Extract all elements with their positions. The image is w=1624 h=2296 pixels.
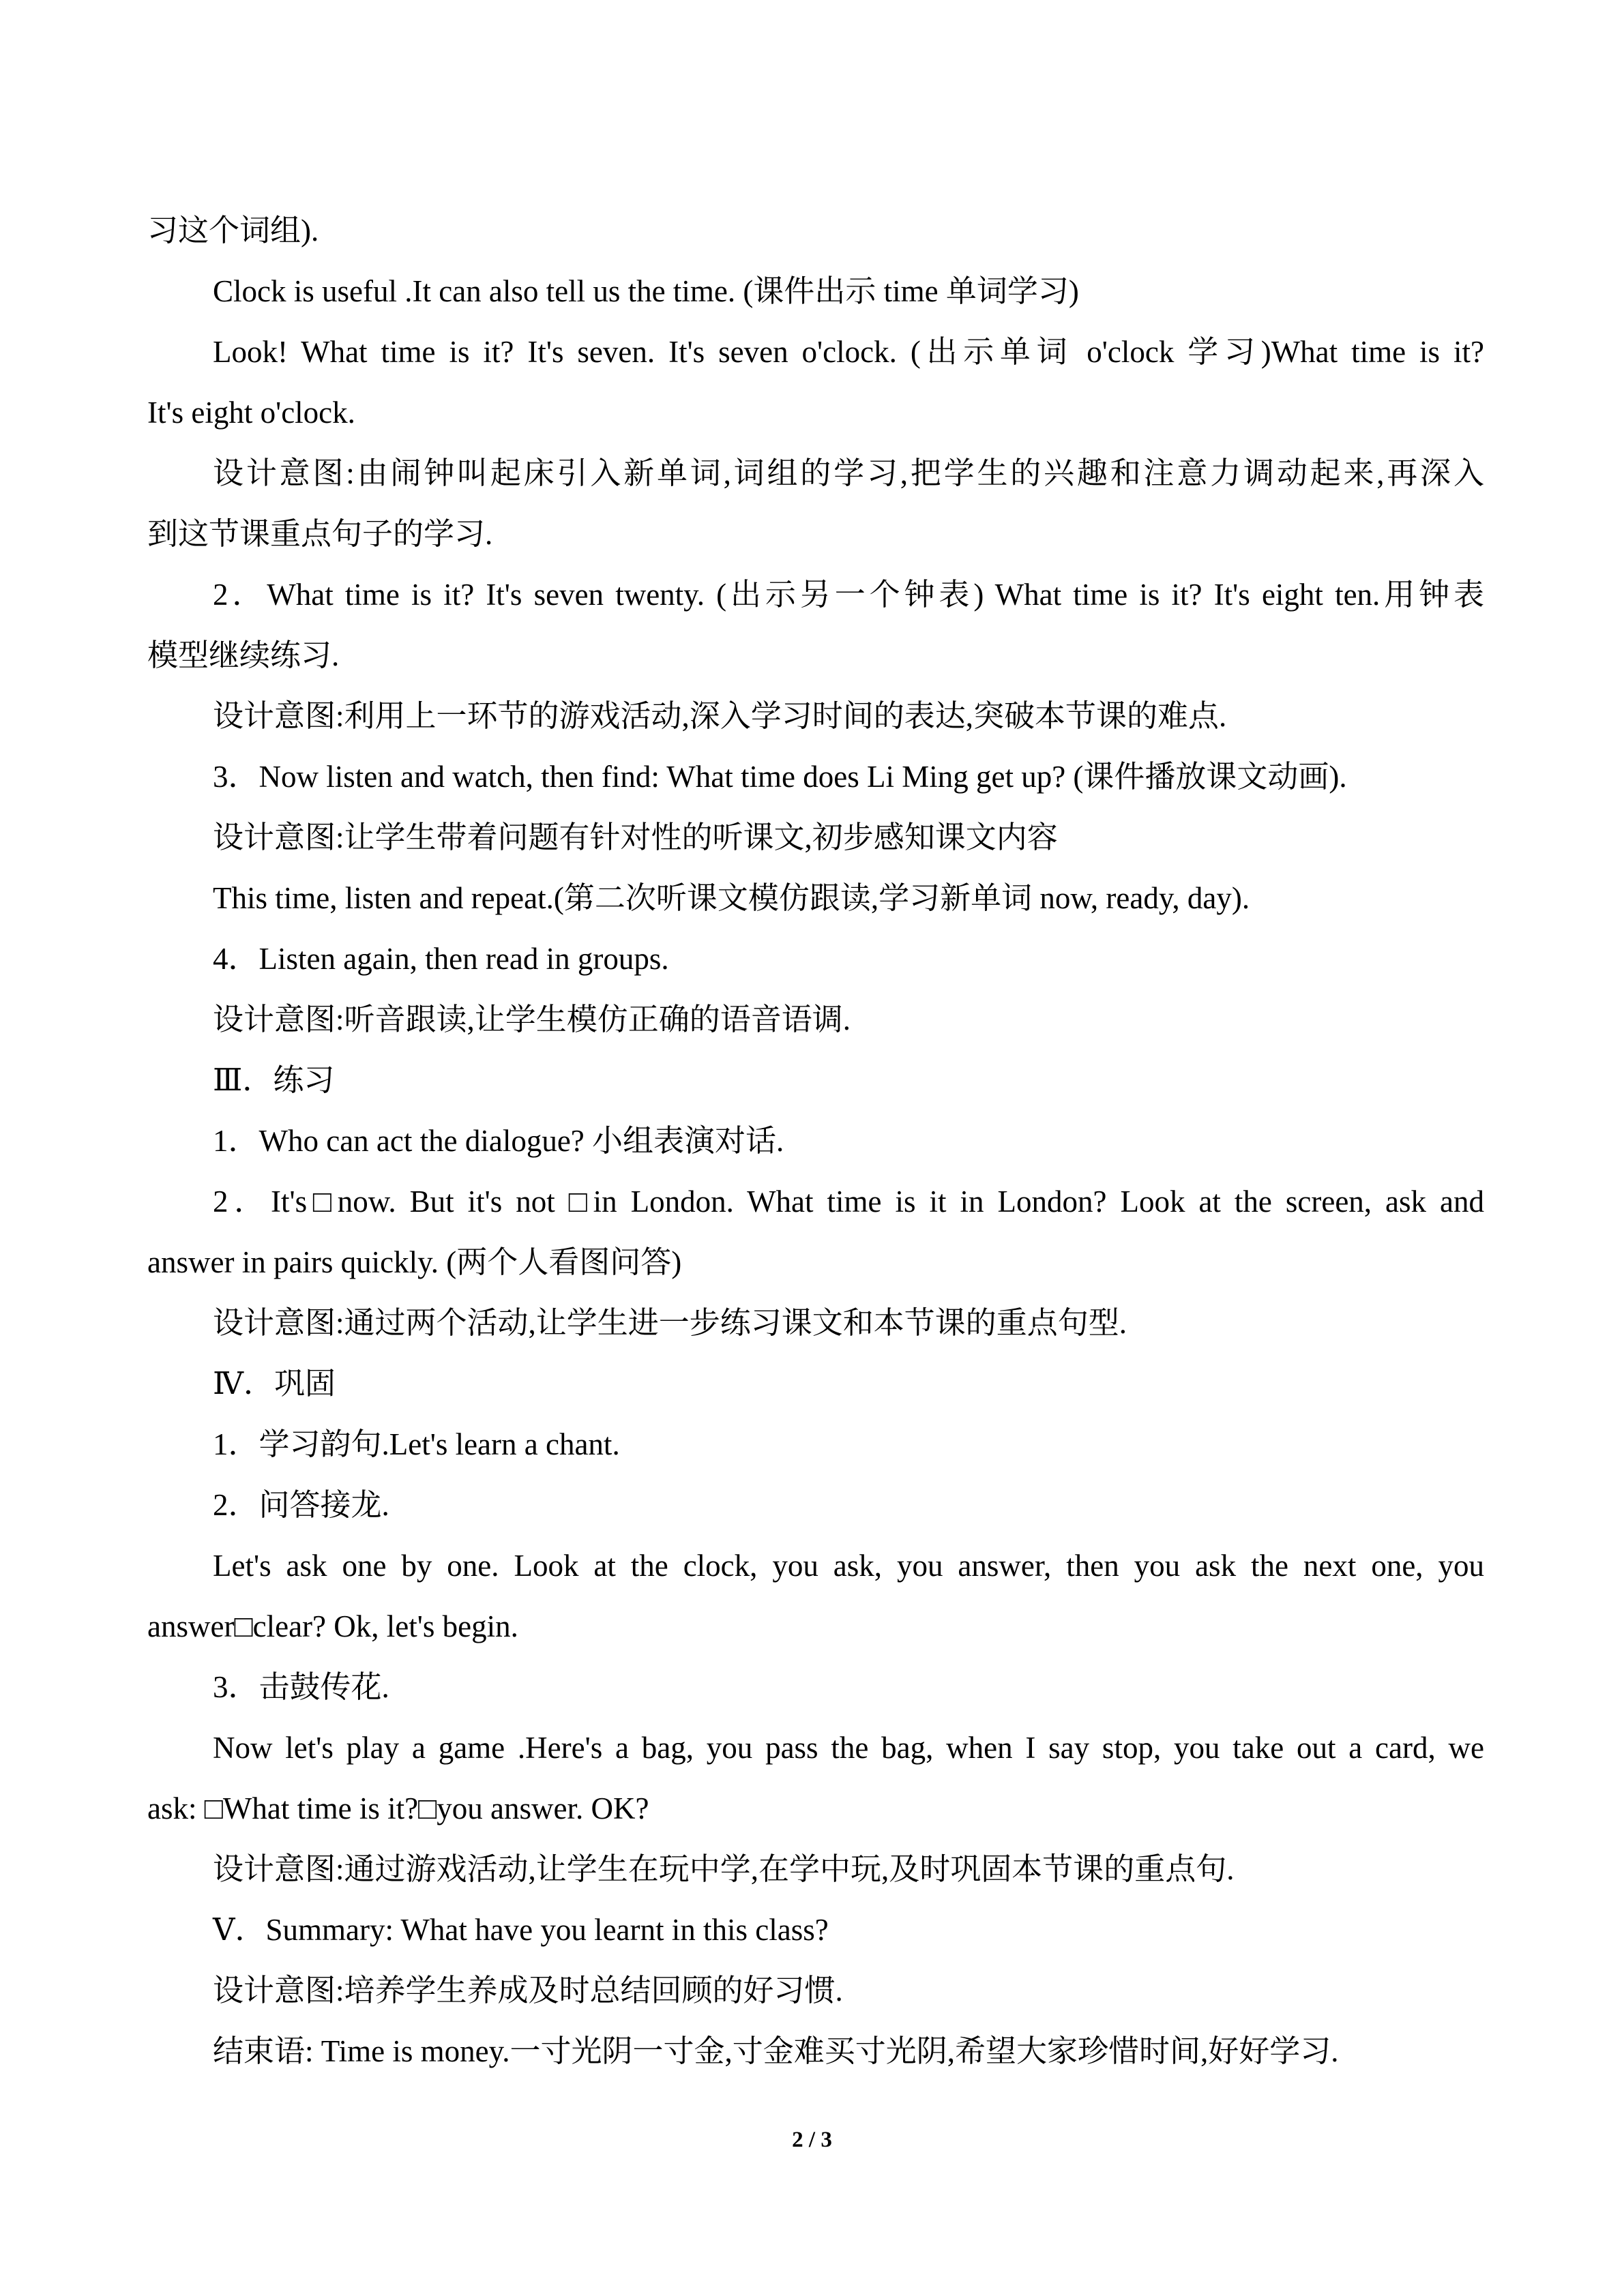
section-heading: Ⅲ．练习 <box>213 1063 335 1097</box>
design-intent-line: 设计意图:通过游戏活动,让学生在玩中学,在学中玩,及时巩固本节课的重点句. <box>213 1852 1235 1886</box>
paragraph-line: ask: □What time is it?□you answer. OK? <box>147 1791 649 1825</box>
design-intent-line: 设计意图:听音跟读,让学生模仿正确的语音语调. <box>213 1002 851 1037</box>
paragraph-line: 3．击鼓传花. <box>213 1670 389 1704</box>
paragraph-line: Let's ask one by one. Look at the clock, you ask, you answer, then you ask the next one, you <box>213 1549 1484 1583</box>
paragraph-line: This time, listen and repeat.(第二次听课文模仿跟读,学习新单词 now, ready, day). <box>213 881 1250 915</box>
paragraph-line: answer in pairs quickly. (两个人看图问答) <box>147 1245 682 1279</box>
paragraph-line: 模型继续练习. <box>147 638 340 672</box>
section-heading: Ⅳ．巩固 <box>213 1367 336 1401</box>
design-intent-line: 设计意图:让学生带着问题有针对性的听课文,初步感知课文内容 <box>213 820 1058 854</box>
design-intent-line: 设计意图:利用上一环节的游戏活动,深入学习时间的表达,突破本节课的难点. <box>213 699 1227 733</box>
paragraph-line: Clock is useful .It can also tell us the time. (课件出示 time 单词学习) <box>213 274 1079 308</box>
paragraph-line: 4．Listen again, then read in groups. <box>213 942 669 976</box>
design-intent-line: 到这节课重点句子的学习. <box>147 517 493 551</box>
paragraph-line: 1．学习韵句.Let's learn a chant. <box>213 1427 620 1461</box>
page-number: 2 / 3 <box>792 2128 832 2152</box>
design-intent-line: 设计意图:由闹钟叫起床引入新单词,词组的学习,把学生的兴趣和注意力调动起来,再深入 <box>213 456 1484 490</box>
paragraph-line: 2．问答接龙. <box>213 1488 389 1522</box>
paragraph-line: 2．What time is it? It's seven twenty. (出示另一个钟表) What time is it? It's eight ten.用钟表 <box>213 578 1484 612</box>
paragraph-line: 3．Now listen and watch, then find: What time does Li Ming get up? (课件播放课文动画). <box>213 760 1347 794</box>
paragraph-line: Look! What time is it? It's seven. It's seven o'clock. (出示单词 o'clock 学习)What time is it? <box>213 335 1484 369</box>
paragraph-line: It's eight o'clock. <box>147 396 355 430</box>
paragraph-line: answer□clear? Ok, let's begin. <box>147 1609 518 1643</box>
paragraph-line: 习这个词组). <box>147 213 319 248</box>
design-intent-line: 设计意图:通过两个活动,让学生进一步练习课文和本节课的重点句型. <box>213 1306 1127 1340</box>
paragraph-line: Now let's play a game .Here's a bag, you pass the bag, when I say stop, you take out a card, we <box>213 1731 1484 1765</box>
paragraph-line: 2．It's□now. But it's not □in London. What time is it in London? Look at the screen, ask and <box>213 1184 1484 1219</box>
section-heading: Ⅴ．Summary: What have you learnt in this class? <box>213 1913 829 1947</box>
design-intent-line: 设计意图:培养学生养成及时总结回顾的好习惯. <box>213 1973 843 2008</box>
paragraph-line: 1．Who can act the dialogue? 小组表演对话. <box>213 1124 784 1158</box>
closing-line: 结束语: Time is money.一寸光阴一寸金,寸金难买寸光阴,希望大家珍惜时间,好好学习. <box>213 2034 1339 2068</box>
